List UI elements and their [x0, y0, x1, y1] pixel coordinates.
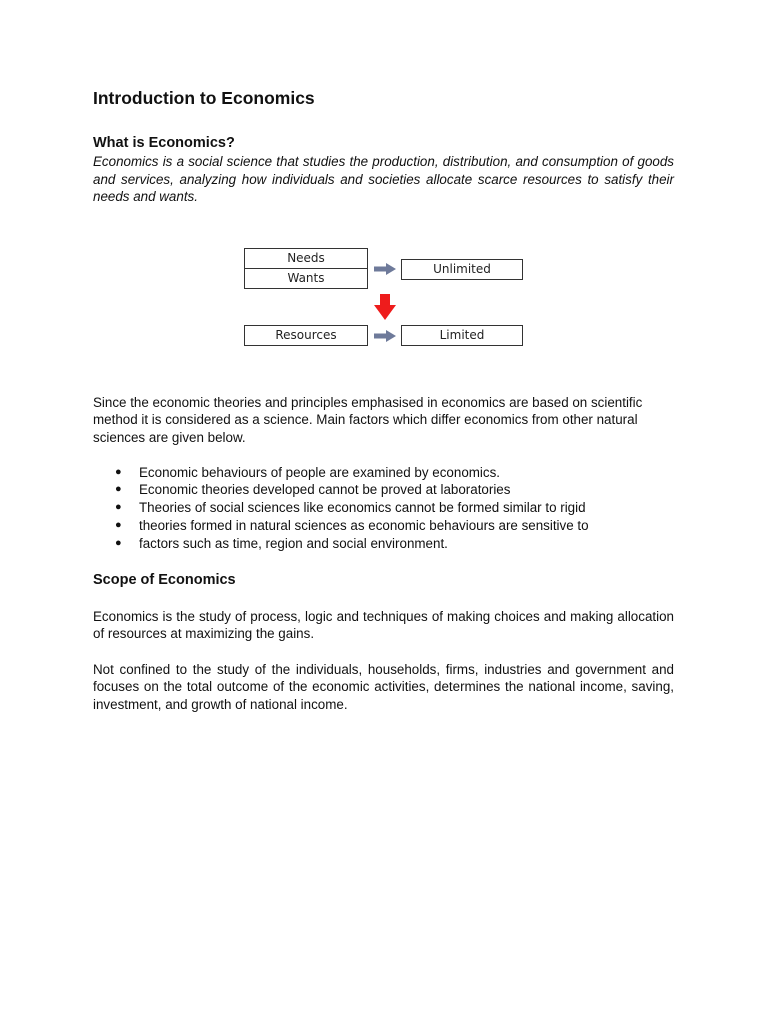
- arrow-right-icon: [374, 330, 396, 342]
- bullet-icon: ●: [115, 483, 122, 496]
- list-item: [93, 481, 674, 499]
- list-item-text: factors such as time, region and social environment.: [139, 535, 448, 551]
- document-page: [93, 86, 674, 714]
- science-paragraph: Since the economic theories and principles emphasised in economics are based on scientific method it is considered as a science. Main factors which differ economics from other natural sciences are given below.: [93, 394, 643, 445]
- needs-box: Needs: [244, 248, 368, 269]
- bullet-icon: ●: [115, 465, 122, 478]
- arrow-down-icon: [374, 294, 396, 320]
- bullet-icon: ●: [115, 518, 122, 531]
- list-item-text: Economic behaviours of people are examined by economics.: [139, 464, 501, 480]
- scope-heading: Scope of Economics: [93, 571, 236, 588]
- wants-box: Wants: [244, 268, 368, 289]
- scope-paragraph-1: Economics is the study of process, logic and techniques of making choices and making allocation of resources at maximizing the gains.: [93, 608, 674, 642]
- document-title: Introduction to Economics: [93, 88, 315, 108]
- what-is-economics-heading: What is Economics?: [93, 135, 235, 151]
- scope-paragraph-2: Not confined to the study of the individuals, households, firms, industries and government and focuses on the total outcome of the economic activities, determines the national income, saving, investment, and growth of national income.: [93, 661, 674, 712]
- bullet-icon: ●: [115, 536, 122, 549]
- limited-box: Limited: [401, 325, 523, 346]
- list-item-text: Theories of social sciences like economics cannot be formed similar to rigid: [139, 500, 586, 516]
- factors-list: [93, 464, 674, 553]
- bullet-icon: ●: [115, 501, 122, 514]
- economics-definition: Economics is a social science that studies the production, distribution, and consumption of goods and services, analyzing how individuals and societies allocate scarce resources to satisfy their needs and wants.: [93, 154, 674, 205]
- arrow-right-icon: [374, 263, 396, 275]
- list-item: [93, 499, 674, 517]
- list-item: [93, 464, 674, 482]
- unlimited-box: Unlimited: [401, 259, 523, 280]
- list-item-text: Economic theories developed cannot be proved at laboratories: [139, 482, 511, 498]
- needs-resources-diagram: [243, 248, 533, 352]
- list-item-text: theories formed in natural sciences as economic behaviours are sensitive to: [139, 517, 589, 533]
- list-item: [93, 535, 674, 553]
- resources-box: Resources: [244, 325, 368, 346]
- list-item: [93, 517, 674, 535]
